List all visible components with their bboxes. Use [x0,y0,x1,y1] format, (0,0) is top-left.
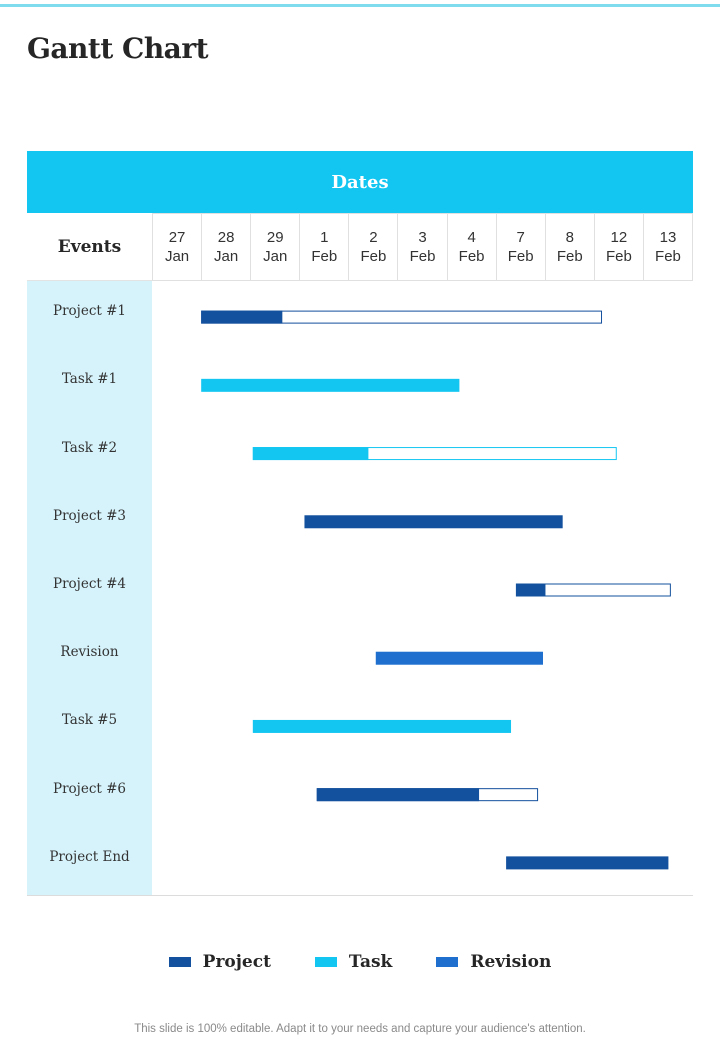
event-label: Project #1 [52,303,127,320]
legend-label: Project [202,952,271,972]
legend [0,952,720,972]
gantt-bar [253,720,511,733]
gantt-bar [376,652,543,665]
event-label: Project #6 [52,780,127,797]
date-day: 8 [565,229,574,246]
date-day: 13 [659,229,677,246]
gantt-bar [506,856,668,869]
date-month: Feb [409,248,436,265]
legend-label: Task [348,952,393,972]
date-month: Feb [311,248,338,265]
page-title: Gantt Chart [27,32,208,65]
date-day: 4 [467,229,476,246]
date-day: 1 [320,229,329,246]
event-label: Revision [60,644,119,661]
event-label: Task #1 [61,371,118,388]
gantt-bar-progress [516,584,546,597]
date-day: 3 [418,229,427,246]
events-header: Events [27,213,152,281]
gantt-bar [201,379,459,392]
legend-item-project [169,952,271,972]
gantt-bar-progress [253,447,369,460]
event-label: Project End [49,848,130,865]
date-month: Feb [556,248,583,265]
date-month: Feb [655,248,681,265]
gantt-bar-progress [317,788,479,801]
date-month: Jan [164,248,190,265]
date-month: Feb [507,248,534,265]
dates-header: Dates [27,151,693,213]
date-month: Jan [263,248,288,265]
event-label: Task #5 [61,712,118,729]
date-day: 7 [516,229,525,246]
date-day: 29 [266,229,284,246]
event-label: Task #2 [61,439,118,456]
legend-item-task [315,952,392,972]
date-month: Jan [214,248,239,265]
legend-item-revision [436,952,551,972]
footer-note: This slide is 100% editable. Adapt it to your needs and capture your audience's attention. [134,1023,586,1035]
legend-swatch [169,957,191,967]
date-month: Feb [605,248,632,265]
legend-label: Revision [470,952,552,972]
event-label: Project #4 [52,576,127,592]
event-label: Project #3 [52,507,127,524]
date-month: Feb [458,248,485,265]
date-day: 2 [369,229,378,246]
date-day: 27 [168,229,186,246]
gantt-bar-progress [201,311,282,324]
legend-swatch [315,957,337,967]
date-month: Feb [360,248,387,265]
legend-swatch [436,957,458,967]
date-day: 28 [217,229,235,246]
table-bottom-line [27,895,693,896]
gantt-bar [304,515,562,528]
date-day: 12 [610,229,628,246]
